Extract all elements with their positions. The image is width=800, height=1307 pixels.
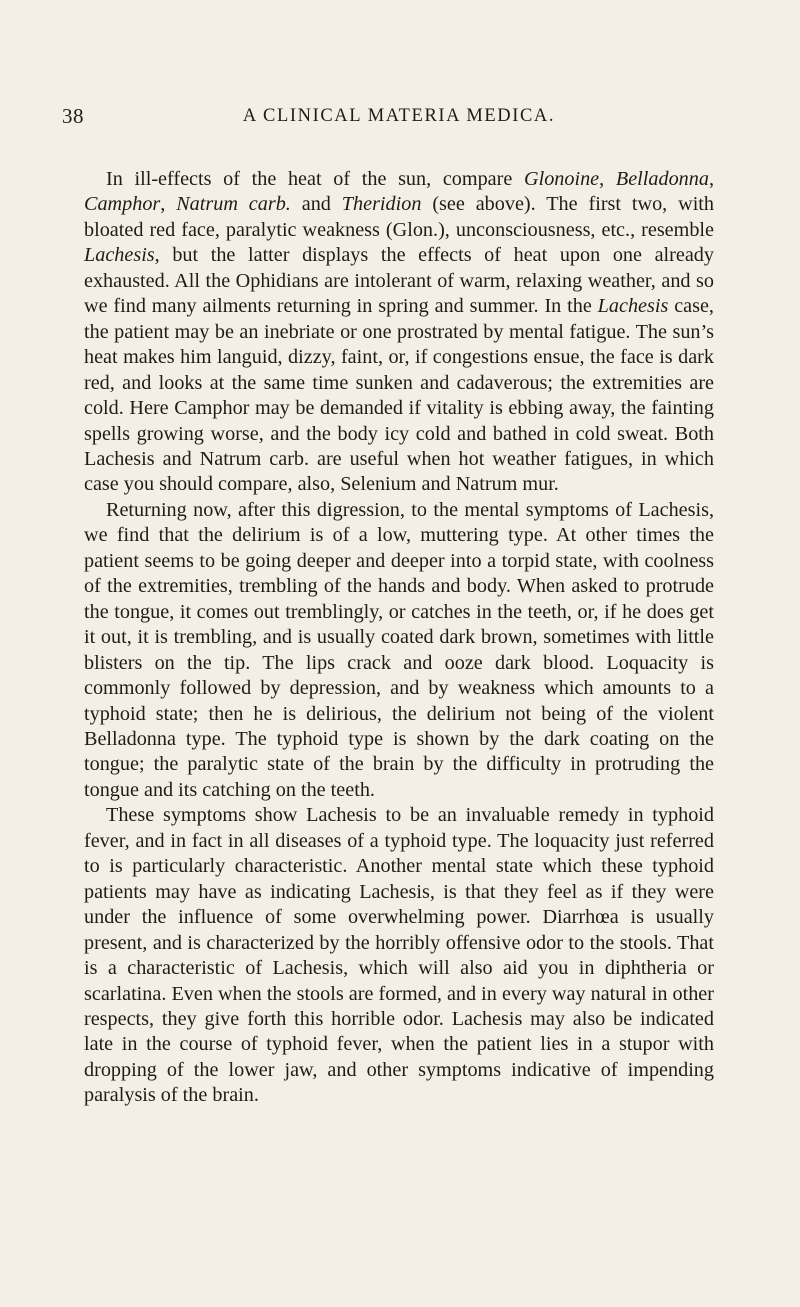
text-run: These symptoms show Lachesis to be an invaluable remedy in typhoid fever, and in fact in all diseases of a typhoid type. The loquacity just referred to is particularly characteristic. Another mental state which these typhoid patients may have as indicating Lachesis, is that they feel as if they were under the influence of some overwhelming power. Diarrhœa is usually present, and is characterized by the horribly offensive odor to the stools. That is a characteristic of Lachesis, which will also aid you in diphtheria or scarlatina. Even when the stools are formed, and in every way natural in other respects, they give forth this horrible odor. Lachesis may also be indicated late in the course of typhoid fever, when the patient lies in a stupor with dropping of the lower jaw, and other symptoms indicative of impending paralysis of the brain. <box>84 804 714 1107</box>
italic-term: Belladonna <box>615 168 709 190</box>
text-run: (see above). The first two, with bloated red face, paralytic weakness (Glon.), unconsciousness, etc., resemble <box>84 193 714 241</box>
text-run: , <box>160 193 177 216</box>
italic-term: Camphor <box>84 193 161 216</box>
italic-term: Lachesis <box>84 244 155 267</box>
italic-term: Theridion <box>341 193 422 216</box>
body-text <box>84 167 714 1109</box>
text-run: , <box>599 168 616 190</box>
paragraph <box>84 498 714 803</box>
text-run: In ill-effects of the heat of the sun, compare <box>106 168 525 190</box>
page-number: 38 <box>62 104 84 128</box>
italic-term: Glonoine <box>524 168 600 190</box>
paragraph <box>84 167 714 498</box>
paragraph <box>84 803 714 1108</box>
running-head: A CLINICAL MATERIA MEDICA. <box>242 106 556 126</box>
italic-term: Natrum carb. <box>176 193 291 216</box>
text-run: , <box>708 168 714 190</box>
page-header <box>62 104 712 134</box>
italic-term: Lachesis <box>597 295 669 318</box>
text-run: Returning now, after this digression, to the mental symptoms of Lachesis, we find that the delirium is of a low, muttering type. At other times the patient seems to be going deeper and deeper into a torpid state, with coolness of the extremities, trembling of the hands and body. When asked to protrude the tongue, it comes out tremblingly, or catches in the teeth, or, if he does get it out, it is trembling, and is usually coated dark brown, sometimes with little blisters on the tip. The lips crack and ooze dark blood. Loquacity is commonly followed by depression, and by weakness which amounts to a typhoid state; then he is delirious, the delirium not being of the violent Belladonna type. The typhoid type is shown by the dark coating on the tongue; the paralytic state of the brain by the difficulty in protruding the tongue and its catching on the teeth. <box>84 498 714 801</box>
text-run: case, the patient may be an inebriate or one prostrated by mental fatigue. The sun’s heat makes him languid, dizzy, faint, or, if congestions ensue, the face is dark red, and looks at the same time sunken and cadaverous; the extremities are cold. Here Camphor may be demanded if vitality is ebbing away, the fainting spells growing worse, and the body icy cold and bathed in cold sweat. Both Lachesis and Natrum carb. are useful when hot weather fatigues, in which case you should compare, also, Selenium and Natrum mur. <box>84 295 714 496</box>
text-run: , but the latter displays the effects of heat upon one already exhausted. All the Ophidians are intolerant of warm, relaxing weather, and so we find many ailments returning in spring and summer. In the <box>84 244 714 318</box>
text-run: and <box>290 193 342 216</box>
